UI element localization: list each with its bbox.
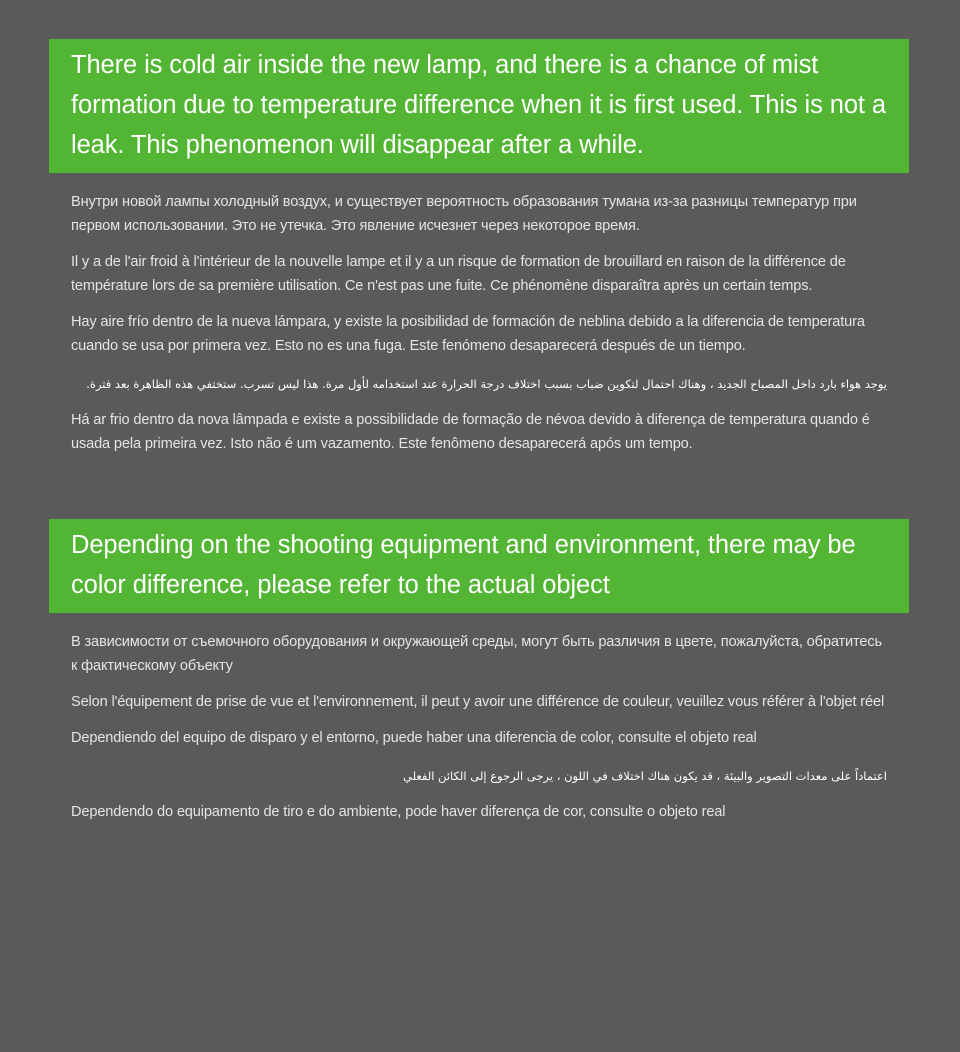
color-notice-heading: Depending on the shooting equipment and environment, there may be color difference, please refer to the actual object <box>49 519 909 613</box>
color-notice-arabic: اعتماداً على معدات التصوير والبيئة ، قد يكون هناك اختلاف في اللون ، يرجى الرجوع إلى الكائن الفعلي <box>402 769 887 783</box>
mist-notice-russian: Внутри новой лампы холодный воздух, и существует вероятность образования тумана из-за разницы температур при первом использовании. Это не утечка. Это явление исчезнет через некоторое время. <box>71 194 857 234</box>
color-notice-section <box>49 519 909 824</box>
color-notice-french: Selon l'équipement de prise de vue et l'environnement, il peut y avoir une différence de couleur, veuillez vous référer à l'objet réel <box>71 694 885 710</box>
mist-notice-spanish: Hay aire frío dentro de la nueva lámpara, y existe la posibilidad de formación de neblina debido a la diferencia de temperatura cuando se usa por primera vez. Esto no es una fuga. Este fenómeno desaparecerá después de un tiempo. <box>71 314 865 354</box>
color-notice-spanish: Dependiendo del equipo de disparo y el entorno, puede haber una diferencia de color, consulte el objeto real <box>71 730 757 746</box>
color-notice-russian: В зависимости от съемочного оборудования и окружающей среды, могут быть различия в цвете, пожалуйста, обратитесь к фактическому объекту <box>71 634 882 674</box>
mist-notice-portuguese: Há ar frio dentro da nova lâmpada e existe a possibilidade de formação de névoa devido à diferença de temperatura quando é usada pela primeira vez. Isto não é um vazamento. Este fenômeno desaparecerá após um tempo. <box>71 412 870 452</box>
mist-notice-heading: There is cold air inside the new lamp, and there is a chance of mist formation due to temperature difference when it is first used. This is not a leak. This phenomenon will disappear after a while. <box>49 39 909 173</box>
color-notice-portuguese: Dependendo do equipamento de tiro e do ambiente, pode haver diferença de cor, consulte o objeto real <box>71 804 726 820</box>
mist-notice-arabic: يوجد هواء بارد داخل المصباح الجديد ، وهناك احتمال لتكوين ضباب بسبب اختلاف درجة الحرارة عند استخدامه لأول مرة. هذا ليس تسرب. ستختفي هذه الظاهرة بعد فترة. <box>86 377 887 391</box>
mist-notice-french: Il y a de l'air froid à l'intérieur de la nouvelle lampe et il y a un risque de formation de brouillard en raison de la différence de température lors de sa première utilisation. Ce n'est pas une fuite. Ce phénomène disparaîtra après un certain temps. <box>71 254 846 294</box>
mist-notice-section <box>49 39 909 456</box>
